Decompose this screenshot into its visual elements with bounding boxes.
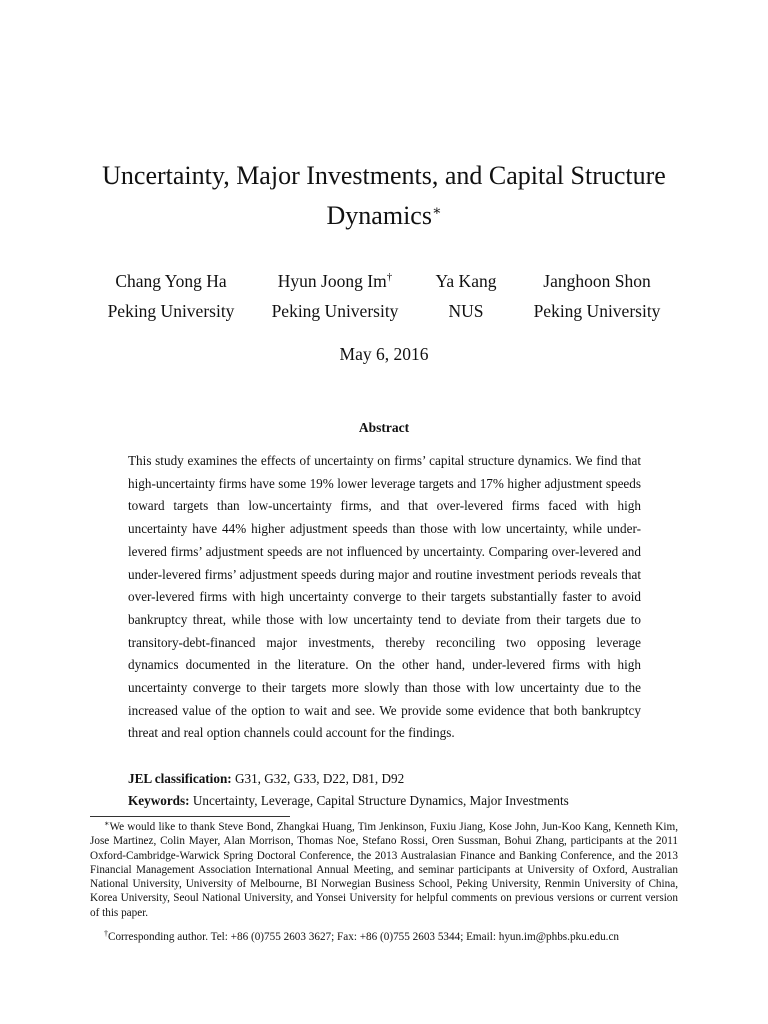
paper-title: [60, 156, 708, 236]
author-affiliation: Peking University: [271, 301, 399, 321]
jel-classification: [128, 769, 648, 789]
author-name: [260, 266, 410, 296]
author-affiliation: Peking University: [107, 301, 235, 321]
author-affiliation: Peking University: [533, 301, 661, 321]
footnote-acknowledgements: [90, 820, 678, 920]
author-name-text: Hyun Joong Im: [277, 271, 387, 291]
footnote-text: We would like to thank Steve Bond, Zhangkai Huang, Tim Jenkinson, Fuxiu Jiang, Kose John, Jun-Koo Kang, Kenneth Kim, Jose Martinez, Colin Mayer, Alan Morrison, Thomas Noe, Stefano Rossi, Oren Sussman, Bohui Zhang, participants at the 2011 Oxford-Cambridge-Warwick Spring Doctoral Conference, the 2013 Australasian Finance and Banking Conference, and the 2013 Financial Management Association International Annual Meeting, and seminar participants at University of Oxford, Australian National University, University of Melbourne, BI Norwegian Business School, Peking University, Renmin University of China, Korea University, Seoul National University, and Yonsei University for helpful comments on previous versions or current version of this paper.: [90, 821, 678, 919]
jel-label: JEL classification:: [128, 771, 232, 786]
jel-codes: G31, G32, G33, D22, D81, D92: [234, 771, 405, 786]
footnote-text: Corresponding author. Tel: +86 (0)755 2603 3627; Fax: +86 (0)755 2603 5344; Email: hyun.im@phbs.pku.edu.cn: [108, 931, 620, 943]
author-name: Janghoon Shon: [543, 271, 651, 291]
author: [522, 266, 672, 326]
abstract-text: This study examines the effects of uncertainty on firms’ capital structure dynamics. We find that high-uncertainty firms have some 19% lower leverage targets and 17% higher adjustment speeds toward targets than low-uncertainty firms, and that over-levered firms faced with high uncertainty have 44% higher adjustment speeds than those with low uncertainty, while under-levered firms’ adjustment speeds are not influenced by uncertainty. Comparing over-levered and under-levered firms’ adjustment speeds during major and routine investment periods reveals that over-levered firms with high uncertainty converge to their targets substantially faster to avoid bankruptcy threat, while those with low uncertainty tend to deviate from their targets due to transitory-debt-financed major investments, thereby reconciling two opposing leverage dynamics documented in the literature. On the other hand, under-levered firms with high uncertainty converge to their targets more slowly than those with low uncertainty due to the increased value of the option to wait and see. We provide some evidence that both bankruptcy threat and real option channels could account for the findings.: [128, 453, 641, 741]
author-affiliation: NUS: [448, 301, 484, 321]
author-footnote-mark: †: [386, 271, 393, 283]
paper-title-text: Uncertainty, Major Investments, and Capital Structure Dynamics: [102, 161, 666, 230]
keywords-label: Keywords:: [128, 793, 190, 808]
footnote-mark: †: [104, 929, 108, 938]
paper-date: May 6, 2016: [339, 344, 429, 364]
author: [96, 266, 246, 326]
abstract-heading: Abstract: [358, 420, 410, 435]
footnote-mark: ∗: [104, 819, 110, 828]
footnote-divider: [90, 816, 290, 817]
title-footnote-mark: ∗: [431, 204, 442, 219]
keywords: [128, 791, 668, 811]
author-block: [0, 266, 768, 326]
author-name: Ya Kang: [435, 271, 497, 291]
author-name: Chang Yong Ha: [115, 271, 227, 291]
author: [260, 266, 410, 326]
keywords-text: Uncertainty, Leverage, Capital Structure Dynamics, Major Investments: [192, 793, 569, 808]
footnote-corresponding-author: [90, 930, 680, 944]
author: [426, 266, 506, 326]
